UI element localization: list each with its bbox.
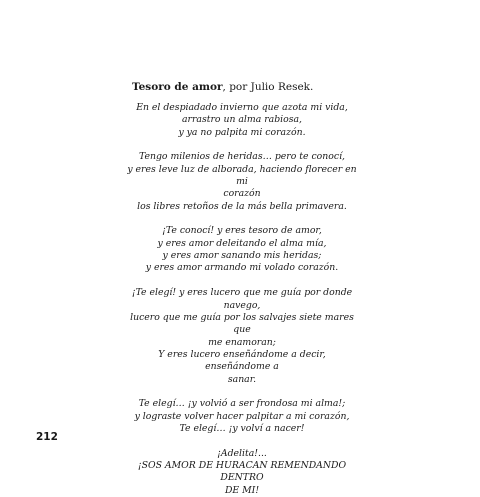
- poem-line: y eres amor sanando mis heridas;: [162, 250, 322, 262]
- poem-line: arrastro un alma rabiosa,: [181, 114, 302, 126]
- poem-line: los libres retoños de la más bella primavera.: [137, 200, 347, 212]
- poem-line: ¡Te conocí! y eres tesoro de amor,: [162, 225, 322, 237]
- stanza: [126, 287, 358, 386]
- poem-line: ¡Adelita!...: [217, 447, 267, 459]
- poem-line: me enamoran;: [208, 336, 276, 348]
- stanza: [126, 102, 358, 139]
- poem-line: Tengo milenios de heridas… pero te conocí,: [138, 151, 346, 163]
- poem-line: ¡Te elegí! y eres lucero que me guía por donde: [131, 287, 353, 299]
- poem-line: lucero que me guía por los salvajes siete mares que: [130, 311, 354, 336]
- poem-title-line: [132, 80, 313, 94]
- page-number: 212: [36, 431, 58, 443]
- stanza: [126, 448, 358, 497]
- stanza: [126, 398, 358, 435]
- poem-line: corazón: [223, 188, 261, 200]
- poem-line: y eres amor deleitando el alma mía,: [157, 237, 327, 249]
- poem-line: Y eres lucero enseñándome a decir, enseñándome a: [158, 348, 326, 373]
- poem-line: ¡SOS AMOR DE HURACAN REMENDANDO DENTRO: [137, 459, 347, 484]
- poem-line: y eres leve luz de alborada, haciendo florecer en mi: [127, 163, 357, 188]
- poem-line: y ya no palpita mi corazón.: [178, 126, 306, 138]
- poem-line: y eres amor armando mi volado corazón.: [145, 262, 339, 274]
- stanza: [126, 225, 358, 274]
- poem-title: Tesoro de amor: [132, 81, 223, 93]
- poem-line: DE MI!: [224, 484, 260, 496]
- poem-byline: , por Julio Resek.: [222, 81, 314, 93]
- poem-line: sanar.: [227, 373, 257, 385]
- stanza: [126, 151, 358, 213]
- poem-line: Te elegí… ¡y volví a nacer!: [179, 422, 305, 434]
- poem-line: Te elegí… ¡y volvió a ser frondosa mi alma!;: [138, 398, 346, 410]
- poem-line: navego,: [223, 299, 261, 311]
- poem-line: y lograste volver hacer palpitar a mi corazón,: [134, 410, 350, 422]
- poem-body: [126, 102, 358, 497]
- poem-line: En el despiadado invierno que azota mi vida,: [136, 102, 348, 113]
